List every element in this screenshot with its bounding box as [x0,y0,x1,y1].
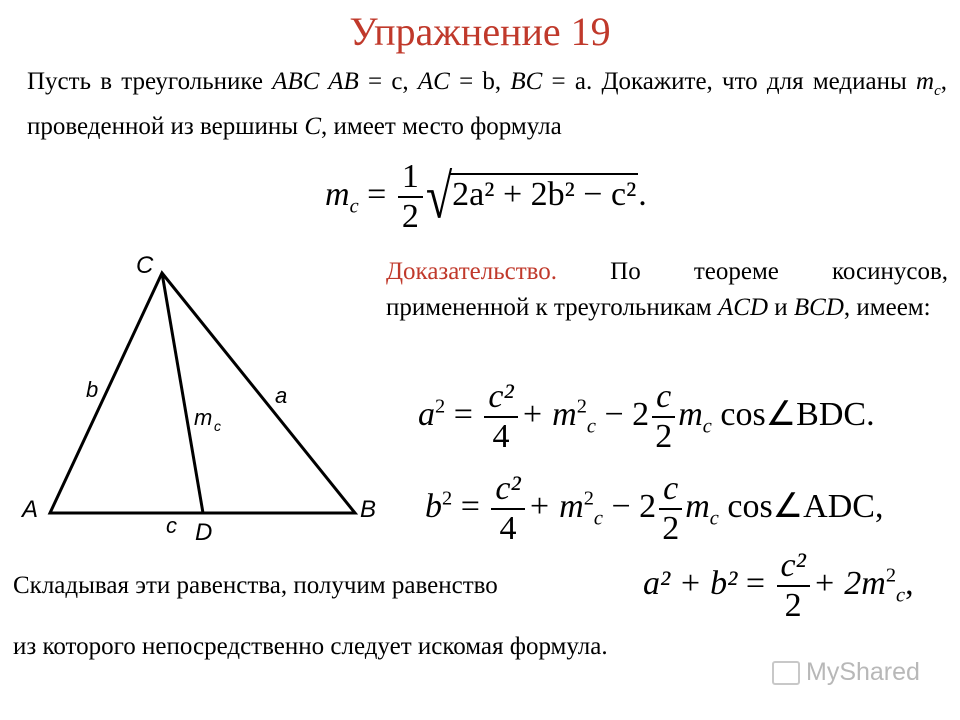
eq3-tail-sup: 2 [885,564,897,587]
problem-statement [27,64,947,145]
vertex-d-label: D [195,519,213,546]
intro-text-3: , проведенной из вершины [27,68,947,140]
eq1-den: 4 [492,418,510,455]
eq1-cos: cos∠BDC [711,395,867,433]
intro-text-2: Докажите, что для медианы [601,68,917,95]
eq3-end: , [905,564,914,602]
formula-lhs-sub: c [349,195,359,218]
watermark [772,658,920,687]
eq1-end: . [866,395,875,433]
eq1-mid-sub: c [586,415,596,438]
formula-radicand: 2a² + 2b² − c² [450,173,638,215]
proof-label: Доказательство. [386,258,558,285]
sum-sentence: Складывая эти равенства, получим равенство [13,572,498,599]
intro-text-4: , имеет место формула [321,113,562,140]
median-label-sub: c [214,418,221,434]
proof-text-1: По теореме косинусов, примененной к треугольникам [386,258,948,321]
proof-text [386,254,948,326]
intro-mc: m [916,68,935,95]
proof-bcd: BCD [793,294,844,321]
eq2-num: c² [491,470,524,510]
intro-eq-c: = c, [358,68,418,95]
median-label: m [194,405,213,430]
formula-den: 2 [401,198,419,235]
eq2-minus: − 2 [611,487,657,525]
eq1-frac [484,378,517,456]
eq1-mid-sup: 2 [576,395,587,418]
eq2-frac [491,470,524,548]
formula-lhs: m [325,175,350,213]
formula-eq: = [367,175,387,213]
proof-text-2: , имеем: [843,294,931,321]
eq1-num: c² [484,378,517,418]
eq1-tail: m [678,395,703,433]
formula-num: 1 [398,158,423,198]
side-a-label: a [275,383,288,408]
eq3-eq: = [745,564,766,602]
vertex-b-label: B [360,496,377,523]
eq3-tail: + 2m [812,564,886,602]
vertex-a-label: A [22,496,39,523]
formula-fraction [398,158,423,236]
eq3-num: c² [777,547,810,587]
eq2-lhs: b [425,487,442,525]
equation-3 [643,547,914,625]
eq3-frac [777,547,810,625]
triangle-figure [20,245,390,555]
median-formula [325,158,647,236]
eq1-tail-sub: c [702,415,712,438]
eq1-lhs: a [418,395,435,433]
sqrt-symbol: √ [425,162,453,232]
eq3-lhs: a² + b² [643,564,738,602]
side-b-label: b [86,377,99,402]
side-c-label: c [166,513,177,538]
eq2-mid-sup: 2 [583,487,594,510]
eq3-tail-sub: c [896,584,906,607]
eq2-end: , [874,487,884,525]
intro-eq-a: = a. [542,68,602,95]
eq2-den2: 2 [662,510,680,547]
eq2-tail-sub: c [709,507,719,530]
intro-abc: ABC AB [272,68,359,95]
equation-1: $a^2$ = $\frac{\text{c²}}{4}$ + $m^2_c - 2$ $\frac{c}{2}$ $m_c$ cos∠BDC. [418,378,875,455]
page-title: Упражнение 19 [349,9,611,54]
eq1-num2: c [652,378,675,418]
eq1-mid: + m [520,395,577,433]
vertex-c-label: C [136,252,154,279]
intro-c: C [304,113,322,140]
eq3-den: 2 [784,587,802,624]
intro-eq-b: = b, [449,68,511,95]
eq2-frac2 [659,470,682,548]
equation-2: $b^2$ = $\frac{\text{c²}}{4}$ + $m^2_c - 2$ $\frac{c}{2}$ $m_c$ cos∠ADC, [425,470,884,547]
conclusion-sentence: из которого непосредственно следует искомая формула. [13,633,608,660]
intro-text-1: Пусть в треугольнике [27,68,273,95]
eq1-frac2 [652,378,675,456]
eq1-lhs-sup: 2 [435,395,446,418]
eq2-mid-sub: c [593,507,603,530]
eq1-minus: − 2 [604,395,650,433]
proof-and: и [768,294,794,321]
intro-bc: BC [510,68,543,95]
formula-end: . [638,175,647,213]
median-cd [162,273,203,513]
eq2-tail: m [685,487,710,525]
watermark-text: MyShared [806,658,920,686]
eq2-lhs-sup: 2 [442,487,453,510]
eq2-cos: cos∠ADC [718,487,875,525]
eq2-num2: c [659,470,682,510]
intro-ac: AC [417,68,450,95]
eq2-mid: + m [527,487,584,525]
eq1-den2: 2 [655,418,673,455]
intro-mc-sub: c [934,83,941,99]
proof-acd: ACD [718,294,769,321]
eq2-den: 4 [499,510,517,547]
presentation-icon [772,661,800,685]
